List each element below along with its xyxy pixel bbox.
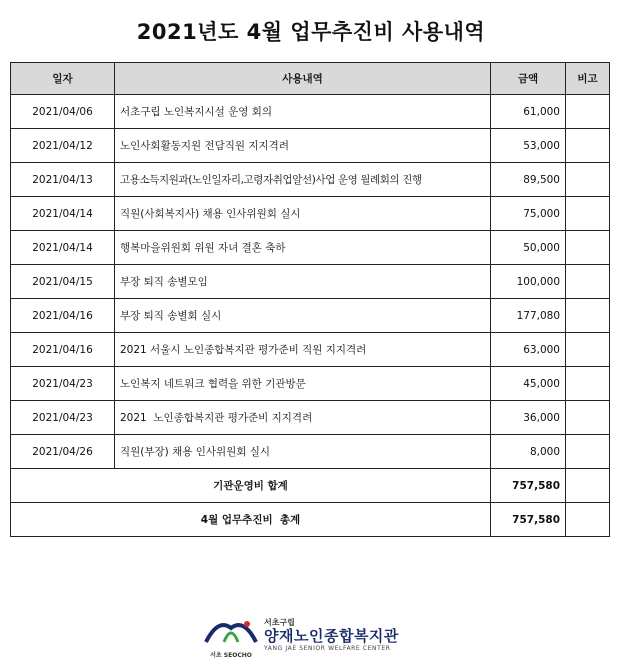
seocho-logo-icon: [200, 610, 262, 650]
cell-amount: 45,000: [491, 367, 566, 401]
seocho-emblem: [200, 610, 262, 659]
expense-table: [10, 62, 610, 537]
cell-note: [566, 95, 610, 129]
table-row: [11, 299, 610, 333]
org-english-name: YANG JAE SENIOR WELFARE CENTER: [264, 644, 391, 652]
cell-note: [566, 401, 610, 435]
cell-date: 2021/04/15: [11, 265, 115, 299]
table-row: [11, 95, 610, 129]
cell-date: 2021/04/16: [11, 333, 115, 367]
subtotal-row: [11, 469, 610, 503]
org-subtitle: 서초구립: [264, 617, 295, 627]
cell-description: 2021 서울시 노인종합복지관 평가준비 직원 지지격려: [115, 333, 491, 367]
cell-amount: 53,000: [491, 129, 566, 163]
grand-total-amount: 757,580: [491, 503, 566, 537]
cell-note: [566, 367, 610, 401]
cell-amount: 8,000: [491, 435, 566, 469]
cell-note: [566, 333, 610, 367]
cell-amount: 63,000: [491, 333, 566, 367]
cell-description: 부장 퇴직 송별회 실시: [115, 299, 491, 333]
subtotal-label: 기관운영비 합계: [11, 469, 491, 503]
table-row: [11, 333, 610, 367]
cell-description: 2021 노인종합복지관 평가준비 지지격려: [115, 401, 491, 435]
cell-date: 2021/04/14: [11, 231, 115, 265]
header-amount: 금액: [491, 63, 566, 95]
cell-date: 2021/04/06: [11, 95, 115, 129]
cell-note: [566, 197, 610, 231]
table-row: [11, 231, 610, 265]
cell-description: 직원(사회복지사) 채용 인사위원회 실시: [115, 197, 491, 231]
table-row: [11, 163, 610, 197]
cell-amount: 89,500: [491, 163, 566, 197]
cell-note: [566, 265, 610, 299]
cell-date: 2021/04/12: [11, 129, 115, 163]
table-header-row: [11, 63, 610, 95]
cell-description: 직원(부장) 채용 인사위원회 실시: [115, 435, 491, 469]
cell-date: 2021/04/23: [11, 367, 115, 401]
cell-date: 2021/04/26: [11, 435, 115, 469]
header-date: 일자: [11, 63, 115, 95]
grand-total-note: [566, 503, 610, 537]
cell-note: [566, 129, 610, 163]
table-row: [11, 401, 610, 435]
page-title: 2021년도 4월 업무추진비 사용내역: [136, 20, 486, 44]
cell-description: 노인사회활동지원 전담직원 지지격려: [115, 129, 491, 163]
cell-note: [566, 231, 610, 265]
org-name: 양재노인종합복지관: [264, 626, 399, 645]
cell-description: 노인복지 네트워크 협력을 위한 기관방문: [115, 367, 491, 401]
cell-amount: 61,000: [491, 95, 566, 129]
cell-date: 2021/04/13: [11, 163, 115, 197]
table-row: [11, 129, 610, 163]
cell-date: 2021/04/16: [11, 299, 115, 333]
cell-description: 서초구립 노인복지시설 운영 회의: [115, 95, 491, 129]
cell-note: [566, 435, 610, 469]
cell-description: 행복마을위원회 위원 자녀 결혼 축하: [115, 231, 491, 265]
table-row: [11, 435, 610, 469]
header-description: 사용내역: [115, 63, 491, 95]
cell-amount: 50,000: [491, 231, 566, 265]
cell-date: 2021/04/14: [11, 197, 115, 231]
grand-total-label: 4월 업무추진비 총계: [11, 503, 491, 537]
cell-description: 부장 퇴직 송별모임: [115, 265, 491, 299]
table-row: [11, 367, 610, 401]
grand-total-row: [11, 503, 610, 537]
organization-block: [264, 617, 399, 652]
footer-logo: [200, 614, 460, 659]
cell-description: 고용소득지원과(노인일자리,고령자취업알선)사업 운영 월례회의 진행: [115, 163, 491, 197]
subtotal-note: [566, 469, 610, 503]
cell-amount: 75,000: [491, 197, 566, 231]
subtotal-amount: 757,580: [491, 469, 566, 503]
brand-text: 서초 SEOCHO: [210, 651, 252, 659]
cell-date: 2021/04/23: [11, 401, 115, 435]
table-row: [11, 265, 610, 299]
header-note: 비고: [566, 63, 610, 95]
cell-note: [566, 163, 610, 197]
cell-amount: 36,000: [491, 401, 566, 435]
table-row: [11, 197, 610, 231]
cell-amount: 100,000: [491, 265, 566, 299]
cell-amount: 177,080: [491, 299, 566, 333]
cell-note: [566, 299, 610, 333]
